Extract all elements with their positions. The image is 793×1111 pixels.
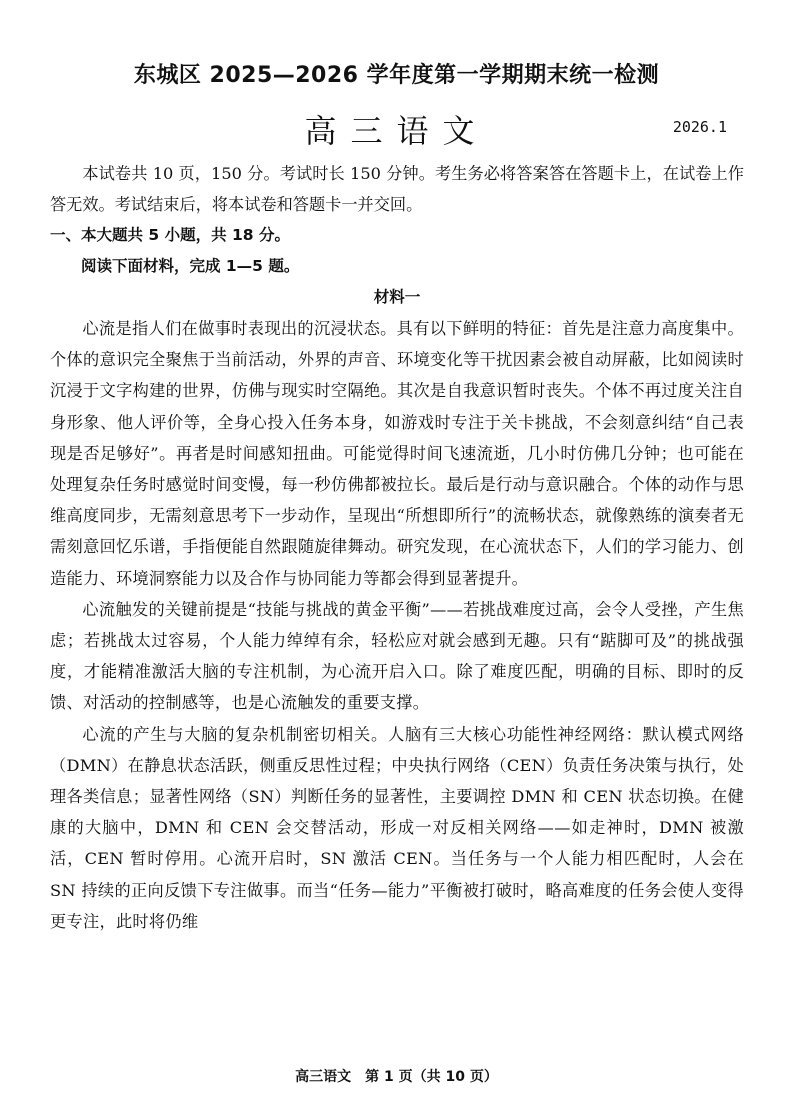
exam-notice: 本试卷共 10 页，150 分。考试时长 150 分钟。考生务必将答案答在答题卡上，在试卷上作答无效。考试结束后，将本试卷和答题卡一并交回。 <box>50 164 744 214</box>
subject-title: 高三语文 <box>304 112 489 150</box>
page-content <box>50 158 744 937</box>
material-title: 材料一 <box>373 288 421 306</box>
reading-instruction: 阅读下面材料，完成 1—5 题。 <box>81 257 300 275</box>
exam-title: 东城区 2025—2026 学年度第一学期期末统一检测 <box>133 63 660 88</box>
section-heading: 一、本大题共 5 小题，共 18 分。 <box>50 226 290 244</box>
material-paragraph-2: 心流触发的关键前提是“技能与挑战的黄金平衡”——若挑战难度过高，会令人受挫，产生焦虑；若挑战太过容易，个人能力绰绰有余，轻松应对就会感到无趣。只有“踮脚可及”的挑战强度，才能精准激活大脑的专注机制，为心流开启入口。除了难度匹配，明确的目标、即时的反馈、对活动的控制感等，也是心流触发的重要支撑。 <box>50 599 744 713</box>
material-paragraph-3: 心流的产生与大脑的复杂机制密切相关。人脑有三大核心功能性神经网络：默认模式网络（DMN）在静息状态活跃，侧重反思性过程；中央执行网络（CEN）负责任务决策与执行，处理各类信息；显著性网络（SN）判断任务的显著性，主要调控 DMN 和 CEN 状态切换。在健康的大脑中，DMN 和 CEN 会交替活动，形成一对反相关网络——如走神时，DMN 被激活，CEN 暂时停用。心流开启时，SN 激活 CEN。当任务与一个人能力相匹配时，人会在 SN 持续的正向反馈下专注做事。而当“任务—能力”平衡被打破时，略高难度的任务会使人变得更专注，此时将仍维 <box>50 724 744 931</box>
material-paragraph-1: 心流是指人们在做事时表现出的沉浸状态。具有以下鲜明的特征：首先是注意力高度集中。个体的意识完全聚焦于当前活动，外界的声音、环境变化等干扰因素会被自动屏蔽，比如阅读时沉浸于文字构建的世界，仿佛与现实时空隔绝。其次是自我意识暂时丧失。个体不再过度关注自身形象、他人评价等，全身心投入任务本身，如游戏时专注于关卡挑战，不会刻意纠结“自己表现是否足够好”。再者是时间感知扭曲。可能觉得时间飞速流逝，几小时仿佛几分钟；也可能在处理复杂任务时感觉时间变慢，每一秒仿佛都被拉长。最后是行动与意识融合。个体的动作与思维高度同步，无需刻意思考下一步动作，呈现出“所想即所行”的流畅状态，就像熟练的演奏者无需刻意回忆乐谱，手指便能自然跟随旋律舞动。研究发现，在心流状态下，人们的学习能力、创造能力、环境洞察能力以及合作与协同能力等都会得到显著提升。 <box>50 319 744 588</box>
page-footer: 高三语文 第 1 页（共 10 页） <box>295 1069 498 1085</box>
exam-date: 2026.1 <box>672 118 727 136</box>
